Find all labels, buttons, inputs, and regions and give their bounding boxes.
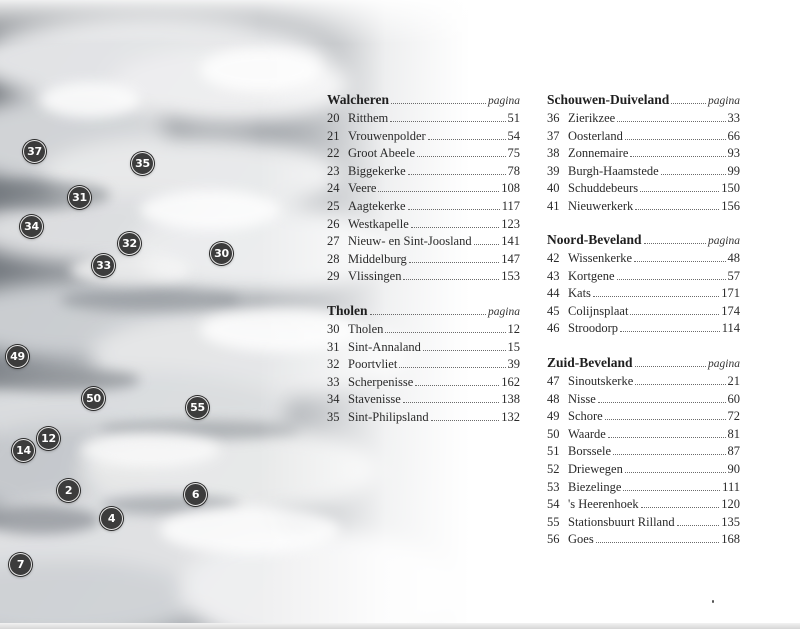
section-title: Zuid-Beveland — [547, 355, 633, 370]
section-header — [547, 92, 740, 109]
entry-page: 132 — [501, 409, 520, 424]
map-marker-33[interactable]: 33 — [92, 254, 115, 277]
entry-number: 49 — [547, 409, 560, 424]
dot-leader — [423, 350, 506, 351]
toc-entry-borssele[interactable] — [547, 444, 740, 462]
entry-page: 75 — [507, 146, 520, 161]
entry-page: 57 — [727, 268, 740, 283]
dot-leader — [399, 367, 505, 368]
entry-number: 25 — [327, 198, 340, 213]
toc-entry-kortgene[interactable] — [547, 269, 740, 287]
dot-leader — [617, 279, 726, 280]
entry-page: 138 — [501, 392, 520, 407]
entry-name: Biggekerke — [348, 163, 406, 178]
entry-page: 78 — [507, 163, 520, 178]
dot-leader — [409, 262, 499, 263]
section-header — [547, 355, 740, 372]
entry-number: 36 — [547, 111, 560, 125]
entry-page: 111 — [722, 479, 740, 494]
entry-name: Schuddebeurs — [568, 181, 639, 196]
entry-page: 60 — [727, 391, 740, 406]
entry-page: 123 — [501, 216, 520, 231]
dot-leader — [617, 121, 725, 122]
entry-number: 40 — [547, 181, 560, 196]
section-title: Noord-Beveland — [547, 232, 642, 247]
map-marker-14[interactable]: 14 — [12, 439, 35, 462]
toc-section-schouwen-duiveland — [547, 92, 740, 217]
toc-entry-sint-philipsland[interactable] — [327, 410, 520, 428]
toc-entry-s-heerenhoek[interactable] — [547, 497, 740, 515]
toc-entry-nisse[interactable] — [547, 392, 740, 410]
entry-name: 's Heerenhoek — [568, 497, 639, 512]
map-marker-4[interactable]: 4 — [100, 507, 123, 530]
toc-entry-driewegen[interactable] — [547, 462, 740, 480]
section-title: Walcheren — [327, 92, 389, 107]
page-edge — [0, 623, 800, 629]
toc-section-noord-beveland — [547, 232, 740, 339]
entry-page: 39 — [507, 357, 520, 372]
entry-number: 45 — [547, 303, 560, 318]
dot-leader — [605, 419, 726, 420]
dot-leader — [625, 472, 726, 473]
toc-entry-zierikzee[interactable] — [547, 111, 740, 129]
toc-entry-oosterland[interactable] — [547, 129, 740, 147]
entry-page: 72 — [727, 409, 740, 424]
entry-number: 54 — [547, 497, 560, 512]
toc-entry-biggekerke[interactable] — [327, 164, 520, 182]
toc-entry-veere[interactable] — [327, 181, 520, 199]
toc-entry-colijnsplaat[interactable] — [547, 304, 740, 322]
toc-entry-biezelinge[interactable] — [547, 480, 740, 498]
map-marker-32[interactable]: 32 — [118, 232, 141, 255]
toc-entry-zonnemaire[interactable] — [547, 146, 740, 164]
entry-number: 23 — [327, 163, 340, 178]
entry-name: Kats — [568, 286, 591, 301]
entry-number: 22 — [327, 146, 340, 161]
entry-name: Oosterland — [568, 128, 623, 143]
entry-page: 156 — [721, 198, 740, 213]
dot-leader — [630, 314, 719, 315]
entry-name: Sint-Annaland — [348, 339, 421, 354]
entry-number: 28 — [327, 251, 340, 266]
dot-leader — [411, 227, 499, 228]
entry-number: 39 — [547, 163, 560, 178]
section-header — [327, 303, 520, 320]
pagina-label: pagina — [488, 306, 520, 318]
dot-leader — [613, 454, 725, 455]
entry-name: Nieuwerkerk — [568, 198, 634, 213]
toc-entry-ritthem[interactable] — [327, 111, 520, 129]
dot-leader — [608, 437, 726, 438]
dot-leader — [385, 332, 505, 333]
dot-leader — [640, 191, 719, 192]
dot-leader — [671, 103, 706, 104]
entry-page: 12 — [507, 322, 520, 336]
entry-name: Sint-Philipsland — [348, 409, 429, 424]
dot-leader — [635, 384, 725, 385]
dot-leader — [644, 243, 707, 244]
toc-entry-nieuwerkerk[interactable] — [547, 199, 740, 217]
entry-name: Goes — [568, 532, 594, 547]
map-marker-50[interactable]: 50 — [82, 387, 105, 410]
entry-name: Sinoutskerke — [568, 374, 634, 388]
entry-number: 55 — [547, 514, 560, 529]
entry-number: 38 — [547, 146, 560, 161]
dot-leader — [677, 525, 720, 526]
dot-leader — [408, 174, 506, 175]
toc-entry-vrouwenpolder[interactable] — [327, 129, 520, 147]
entry-page: 168 — [721, 532, 740, 547]
map-marker-6[interactable]: 6 — [184, 483, 207, 506]
entry-name: Nieuw- en Sint-Joosland — [348, 234, 472, 249]
entry-name: Middelburg — [348, 251, 407, 266]
entry-number: 27 — [327, 234, 340, 249]
entry-number: 20 — [327, 111, 340, 125]
entry-number: 33 — [327, 374, 340, 389]
toc-entry-wissenkerke[interactable] — [547, 251, 740, 269]
entry-name: Stavenisse — [348, 392, 401, 407]
toc-entry-westkapelle[interactable] — [327, 217, 520, 235]
dot-leader — [378, 191, 499, 192]
toc-section-tholen — [327, 303, 520, 428]
entry-page: 15 — [507, 339, 520, 354]
map-marker-7[interactable]: 7 — [9, 553, 32, 576]
toc-section-walcheren — [327, 92, 520, 287]
entry-page: 33 — [727, 111, 740, 125]
toc-entry-middelburg[interactable] — [327, 252, 520, 270]
toc-entry-groot-abeele[interactable] — [327, 146, 520, 164]
toc-entry-kats[interactable] — [547, 286, 740, 304]
dot-leader — [403, 402, 499, 403]
dot-leader — [630, 156, 725, 157]
entry-name: Borssele — [568, 444, 612, 459]
entry-number: 46 — [547, 321, 560, 336]
entry-number: 56 — [547, 532, 560, 547]
entry-number: 52 — [547, 461, 560, 476]
entry-name: Vrouwenpolder — [348, 128, 426, 143]
entry-name: Burgh-Haamstede — [568, 163, 659, 178]
toc-entry-nieuw-en-sint-joosland[interactable] — [327, 234, 520, 252]
pagina-label: pagina — [708, 358, 740, 370]
dot-leader — [474, 244, 500, 245]
toc-entry-poortvliet[interactable] — [327, 357, 520, 375]
entry-page: 114 — [721, 321, 740, 336]
entry-name: Zierikzee — [568, 111, 616, 125]
entry-number: 31 — [327, 339, 340, 354]
entry-name: Driewegen — [568, 461, 623, 476]
map-marker-35[interactable]: 35 — [131, 152, 154, 175]
dot-leader — [593, 296, 719, 297]
entry-name: Ritthem — [348, 111, 389, 125]
map-marker-12[interactable]: 12 — [37, 427, 60, 450]
toc-entry-tholen[interactable] — [327, 322, 520, 340]
entry-name: Zonnemaire — [568, 146, 629, 161]
entry-name: Poortvliet — [348, 357, 398, 372]
pagina-label: pagina — [488, 95, 520, 107]
dot-leader — [415, 385, 499, 386]
dot-leader — [634, 261, 725, 262]
entry-number: 41 — [547, 198, 560, 213]
entry-page: 54 — [507, 128, 520, 143]
entry-page: 147 — [501, 251, 520, 266]
entry-number: 24 — [327, 181, 340, 196]
dot-leader — [417, 156, 506, 157]
entry-name: Schore — [568, 409, 603, 424]
entry-number: 32 — [327, 357, 340, 372]
toc-entry-burgh-haamstede[interactable] — [547, 164, 740, 182]
toc-entry-schuddebeurs[interactable] — [547, 181, 740, 199]
entry-name: Kortgene — [568, 268, 615, 283]
entry-name: Colijnsplaat — [568, 303, 629, 318]
entry-name: Aagtekerke — [348, 198, 406, 213]
map-marker-2[interactable]: 2 — [57, 479, 80, 502]
entry-name: Biezelinge — [568, 479, 622, 494]
dot-leader — [641, 507, 720, 508]
toc-entry-vlissingen[interactable] — [327, 269, 520, 287]
entry-name: Westkapelle — [348, 216, 409, 231]
toc-entry-sinoutskerke[interactable] — [547, 374, 740, 392]
entry-number: 51 — [547, 444, 560, 459]
entry-page: 171 — [721, 286, 740, 301]
dot-leader — [661, 174, 726, 175]
dot-leader — [596, 542, 720, 543]
dot-leader — [623, 490, 720, 491]
dot-leader — [428, 139, 506, 140]
dot-leader — [620, 331, 720, 332]
dot-leader — [625, 139, 726, 140]
entry-page: 93 — [727, 146, 740, 161]
entry-page: 48 — [727, 251, 740, 265]
entry-page: 66 — [727, 128, 740, 143]
entry-name: Veere — [348, 181, 377, 196]
section-header — [547, 232, 740, 249]
entry-page: 51 — [507, 111, 520, 125]
map-marker-34[interactable]: 34 — [20, 215, 43, 238]
toc-entry-stavenisse[interactable] — [327, 392, 520, 410]
entry-number: 34 — [327, 392, 340, 407]
entry-page: 90 — [727, 461, 740, 476]
dot-leader — [431, 420, 500, 421]
pagina-label: pagina — [708, 235, 740, 247]
entry-number: 26 — [327, 216, 340, 231]
entry-name: Tholen — [348, 322, 384, 336]
entry-name: Nisse — [568, 391, 596, 406]
toc-entry-waarde[interactable] — [547, 427, 740, 445]
entry-number: 42 — [547, 251, 560, 265]
entry-page: 99 — [727, 163, 740, 178]
entry-name: Waarde — [568, 426, 606, 441]
entry-page: 87 — [727, 444, 740, 459]
toc-entry-stationsbuurt-rilland[interactable] — [547, 515, 740, 533]
entry-name: Scherpenisse — [348, 374, 414, 389]
entry-number: 21 — [327, 128, 340, 143]
entry-number: 43 — [547, 268, 560, 283]
entry-page: 135 — [721, 514, 740, 529]
entry-number: 30 — [327, 322, 340, 336]
dot-leader — [403, 279, 499, 280]
dot-leader — [635, 209, 719, 210]
entry-page: 81 — [727, 426, 740, 441]
entry-number: 29 — [327, 269, 340, 284]
entry-name: Stroodorp — [568, 321, 618, 336]
map-marker-37[interactable]: 37 — [23, 140, 46, 163]
entry-number: 53 — [547, 479, 560, 494]
entry-number: 35 — [327, 409, 340, 424]
entry-number: 47 — [547, 374, 560, 388]
section-header — [327, 92, 520, 109]
entry-number: 48 — [547, 391, 560, 406]
entry-name: Stationsbuurt Rilland — [568, 514, 675, 529]
toc-entry-aagtekerke[interactable] — [327, 199, 520, 217]
toc-entry-schore[interactable] — [547, 409, 740, 427]
map-marker-31[interactable]: 31 — [68, 186, 91, 209]
entry-page: 141 — [501, 234, 520, 249]
toc-section-zuid-beveland — [547, 355, 740, 550]
entry-page: 117 — [501, 198, 520, 213]
dot-leader — [370, 314, 487, 315]
dot-leader — [598, 402, 726, 403]
dot-leader — [635, 366, 707, 367]
entry-number: 37 — [547, 128, 560, 143]
entry-name: Wissenkerke — [568, 251, 633, 265]
entry-page: 153 — [501, 269, 520, 284]
map-marker-30[interactable]: 30 — [210, 242, 233, 265]
toc-entry-sint-annaland[interactable] — [327, 340, 520, 358]
toc-entry-goes[interactable] — [547, 532, 740, 550]
entry-page: 108 — [501, 181, 520, 196]
ink-speck — [712, 600, 714, 603]
map-marker-55[interactable]: 55 — [186, 396, 209, 419]
entry-page: 162 — [501, 374, 520, 389]
dot-leader — [390, 121, 505, 122]
entry-page: 120 — [721, 497, 740, 512]
entry-page: 21 — [727, 374, 740, 388]
entry-name: Groot Abeele — [348, 146, 415, 161]
entry-page: 150 — [721, 181, 740, 196]
map-marker-49[interactable]: 49 — [6, 345, 29, 368]
entry-name: Vlissingen — [348, 269, 402, 284]
section-title: Schouwen-Duiveland — [547, 92, 670, 107]
dot-leader — [408, 209, 500, 210]
entry-number: 44 — [547, 286, 560, 301]
entry-number: 50 — [547, 426, 560, 441]
toc-entry-stroodorp[interactable] — [547, 321, 740, 339]
toc-entry-scherpenisse[interactable] — [327, 375, 520, 393]
pagina-label: pagina — [708, 95, 740, 107]
entry-page: 174 — [721, 303, 740, 318]
dot-leader — [391, 103, 486, 104]
section-title: Tholen — [327, 303, 368, 318]
